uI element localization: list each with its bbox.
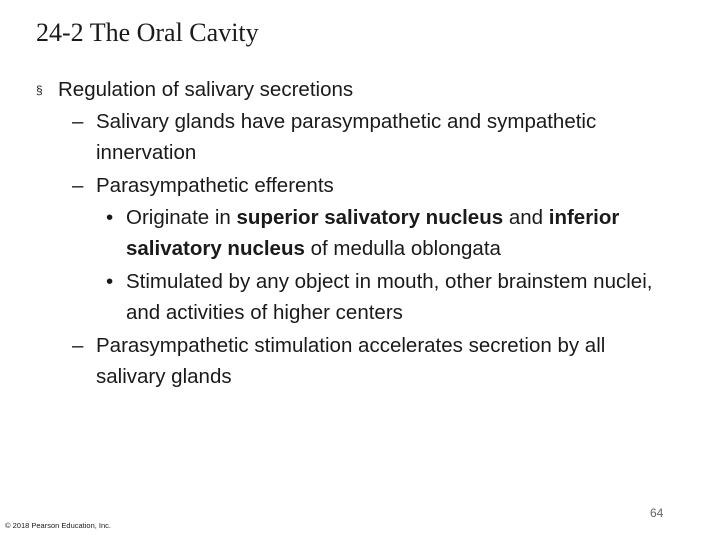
bullet-item (106, 202, 676, 264)
bullet-text-segment: Salivary glands have parasympathetic and sympathetic innervation (96, 110, 597, 164)
bullet-item (72, 170, 696, 201)
bullet-text-segment: of medulla oblongata (304, 237, 501, 260)
bullet-item (36, 74, 688, 105)
slide-title: 24-2 The Oral Cavity (36, 18, 259, 47)
bullet-text-segment: Stimulated by any object in mouth, other brainstem nuclei, and activities of higher centers (126, 270, 653, 324)
bullet-text-segment: Parasympathetic efferents (96, 174, 334, 197)
bullet-text (96, 110, 596, 164)
bullet-item (72, 330, 676, 392)
dot-bullet-marker: • (106, 206, 114, 229)
page-number: 64 (650, 506, 664, 520)
bullet-text (58, 78, 353, 101)
bullet-text (96, 334, 605, 388)
bullet-text (126, 270, 652, 324)
section-bullet-marker: § (36, 83, 43, 97)
dash-bullet-marker: – (72, 174, 84, 197)
dash-bullet-marker: – (72, 110, 84, 133)
copyright-notice: © 2018 Pearson Education, Inc. (5, 521, 112, 530)
bullet-item (72, 106, 696, 168)
dash-bullet-marker: – (72, 334, 84, 357)
bold-term: inferior salivatory nucleus (126, 206, 620, 260)
bullet-text-segment: Originate in (126, 206, 237, 229)
bullet-item (106, 266, 676, 328)
bold-term: superior salivatory nucleus (236, 206, 504, 229)
bullet-text (96, 174, 334, 197)
bullet-text-segment: Regulation of salivary secretions (58, 78, 354, 101)
bullet-text-segment: Parasympathetic stimulation accelerates secretion by all salivary glands (96, 334, 606, 388)
dot-bullet-marker: • (106, 270, 114, 293)
bullet-text (126, 206, 619, 260)
bullet-text-segment: and (503, 206, 549, 229)
